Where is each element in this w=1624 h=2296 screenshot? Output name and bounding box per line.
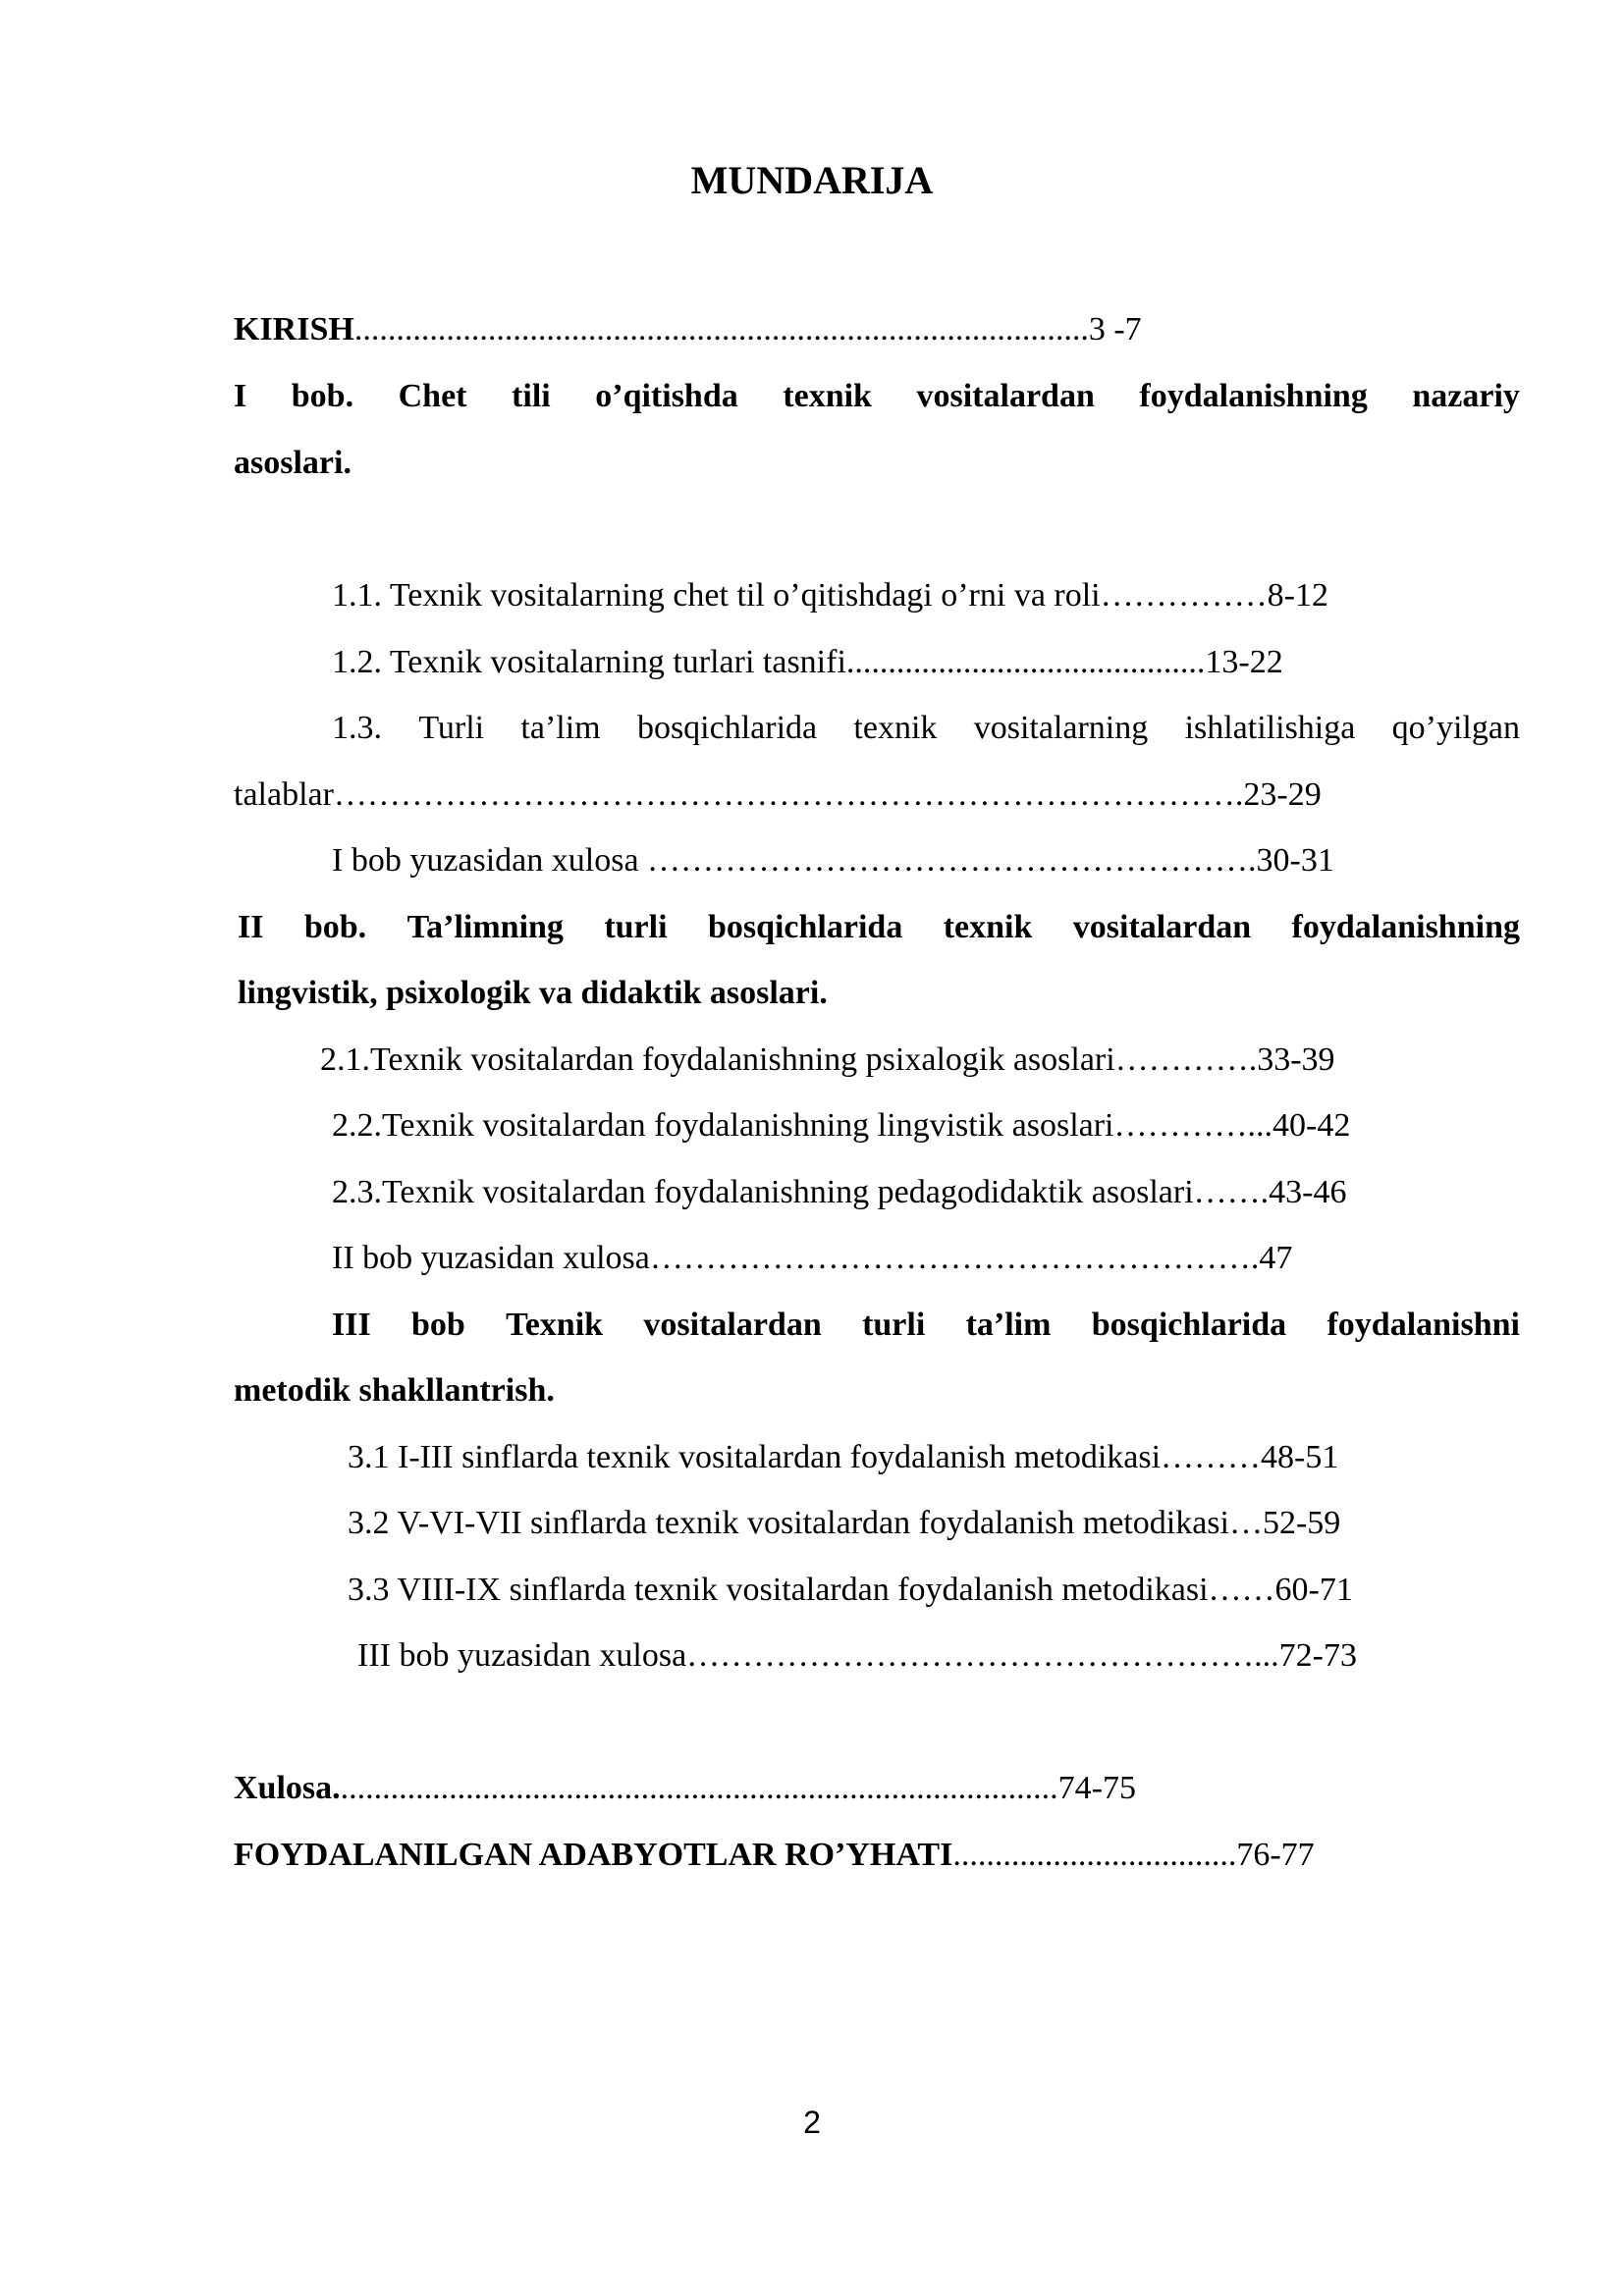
chapter-2-heading-word: II (238, 909, 264, 945)
toc-section-1-2[interactable]: 1.2. Texnik vositalarning turlari tasnifi...........................................13-22 (332, 644, 1283, 680)
toc-chapter-3-heading-cont: metodik shakllantrish. (234, 1372, 555, 1409)
chapter-3-heading-word: foydalanishni (1326, 1307, 1520, 1343)
chapter-2-heading-word: bob. (303, 909, 367, 945)
toc-adabiyot-leader: .................................. (952, 1837, 1237, 1873)
chapter-3-heading-word: bob (411, 1307, 465, 1343)
section-1-3-word: texnik (853, 710, 938, 746)
toc-section-3-3[interactable]: 3.3 VIII-IX sinflarda texnik vositalardan foydalanish metodikasi……60-71 (348, 1572, 1353, 1608)
chapter-3-heading-word: turli (862, 1307, 926, 1343)
chapter-2-heading-word: foydalanishning (1291, 909, 1520, 945)
toc-xulosa-leader: ...................................................................................... (340, 1770, 1058, 1806)
section-1-3-word: 1.3. (332, 710, 382, 746)
chapter-1-heading-word: bob. (291, 378, 354, 414)
toc-xulosa-label: Xulosa. (234, 1770, 341, 1806)
section-1-3-word: ta’lim (520, 710, 601, 746)
chapter-3-heading-word: III (332, 1307, 371, 1343)
page-number: 2 (803, 2105, 821, 2140)
chapter-2-heading-word: turli (604, 909, 668, 945)
chapter-1-heading-word: foydalanishning (1139, 378, 1368, 414)
chapter-2-heading-word: texnik (943, 909, 1033, 945)
chapter-2-heading-word: Ta’limning (406, 909, 564, 945)
chapter-1-heading-word: Chet (398, 378, 467, 414)
chapter-1-heading-word: I (234, 378, 247, 414)
chapter-3-heading-word: bosqichlarida (1091, 1307, 1287, 1343)
toc-section-2-1[interactable]: 2.1.Texnik vositalardan foydalanishning psixalogik asoslari………….33-39 (320, 1041, 1335, 1078)
toc-section-3-2[interactable]: 3.2 V-VI-VII sinflarda texnik vositalardan foydalanish metodikasi…52-59 (348, 1505, 1341, 1541)
toc-section-2-3[interactable]: 2.3.Texnik vositalardan foydalanishning pedagodidaktik asoslari…….43-46 (332, 1174, 1347, 1210)
section-1-3-word: vositalarning (973, 710, 1149, 746)
chapter-3-heading-word: ta’lim (965, 1307, 1052, 1343)
chapter-3-heading-word: Texnik (506, 1307, 604, 1343)
section-1-3-word: ishlatilishiga (1184, 710, 1356, 746)
chapter-2-heading-word: vositalardan (1072, 909, 1252, 945)
toc-adabiyot-pages: 76-77 (1236, 1837, 1315, 1873)
chapter-3-heading-word: vositalardan (643, 1307, 822, 1343)
toc-xulosa-pages: 74-75 (1057, 1770, 1136, 1806)
section-1-3-word: Turli (418, 710, 485, 746)
chapter-1-heading-word: nazariy (1412, 378, 1520, 414)
toc-kirish-label: KIRISH (234, 311, 354, 347)
chapter-1-heading-word: o’qitishda (595, 378, 738, 414)
toc-kirish-leader: ........................................................................................ (353, 311, 1089, 347)
toc-chapter-2-summary[interactable]: II bob yuzasidan xulosa……………………………………………….47 (332, 1240, 1293, 1276)
toc-adabiyot-label: FOYDALANILGAN ADABYOTLAR RO’YHATI (234, 1837, 953, 1873)
toc-kirish-pages: 3 -7 (1088, 311, 1142, 347)
toc-chapter-1-heading[interactable] (234, 377, 1520, 416)
chapter-1-heading-word: tili (512, 378, 551, 414)
toc-chapter-3-summary[interactable]: III bob yuzasidan xulosa……………………………………………...72-73 (357, 1637, 1358, 1674)
toc-chapter-2-heading[interactable] (238, 908, 1520, 947)
toc-entry-xulosa[interactable] (234, 1769, 1136, 1808)
toc-chapter-3-heading[interactable] (332, 1306, 1520, 1345)
toc-section-3-1[interactable]: 3.1 I-III sinflarda texnik vositalardan foydalanish metodikasi………48-51 (348, 1439, 1339, 1475)
toc-section-1-3[interactable] (332, 709, 1520, 748)
section-1-3-word: bosqichlarida (636, 710, 818, 746)
toc-section-1-3-cont: talablar……………………………………………………………………….23-29 (234, 776, 1322, 813)
section-1-3-word: qo’yilgan (1391, 710, 1520, 746)
chapter-1-heading-word: vositalardan (916, 378, 1095, 414)
chapter-1-heading-word: texnik (783, 378, 872, 414)
toc-section-1-1[interactable]: 1.1. Texnik vositalarning chet til o’qitishdagi o’rni va roli……………8-12 (332, 577, 1328, 614)
toc-section-2-2[interactable]: 2.2.Texnik vositalardan foydalanishning lingvistik asoslari…………...40-42 (332, 1107, 1351, 1144)
toc-entry-kirish[interactable] (234, 310, 1142, 349)
page-title: MUNDARIJA (690, 158, 934, 202)
chapter-2-heading-word: bosqichlarida (707, 909, 903, 945)
toc-entry-adabiyotlar[interactable] (234, 1836, 1315, 1875)
toc-chapter-1-heading-cont: asoslari. (234, 445, 352, 481)
toc-chapter-2-heading-cont: lingvistik, psixologik va didaktik asoslari. (238, 975, 828, 1011)
toc-chapter-1-summary[interactable]: I bob yuzasidan xulosa ……………………………………………….30-31 (332, 842, 1334, 879)
